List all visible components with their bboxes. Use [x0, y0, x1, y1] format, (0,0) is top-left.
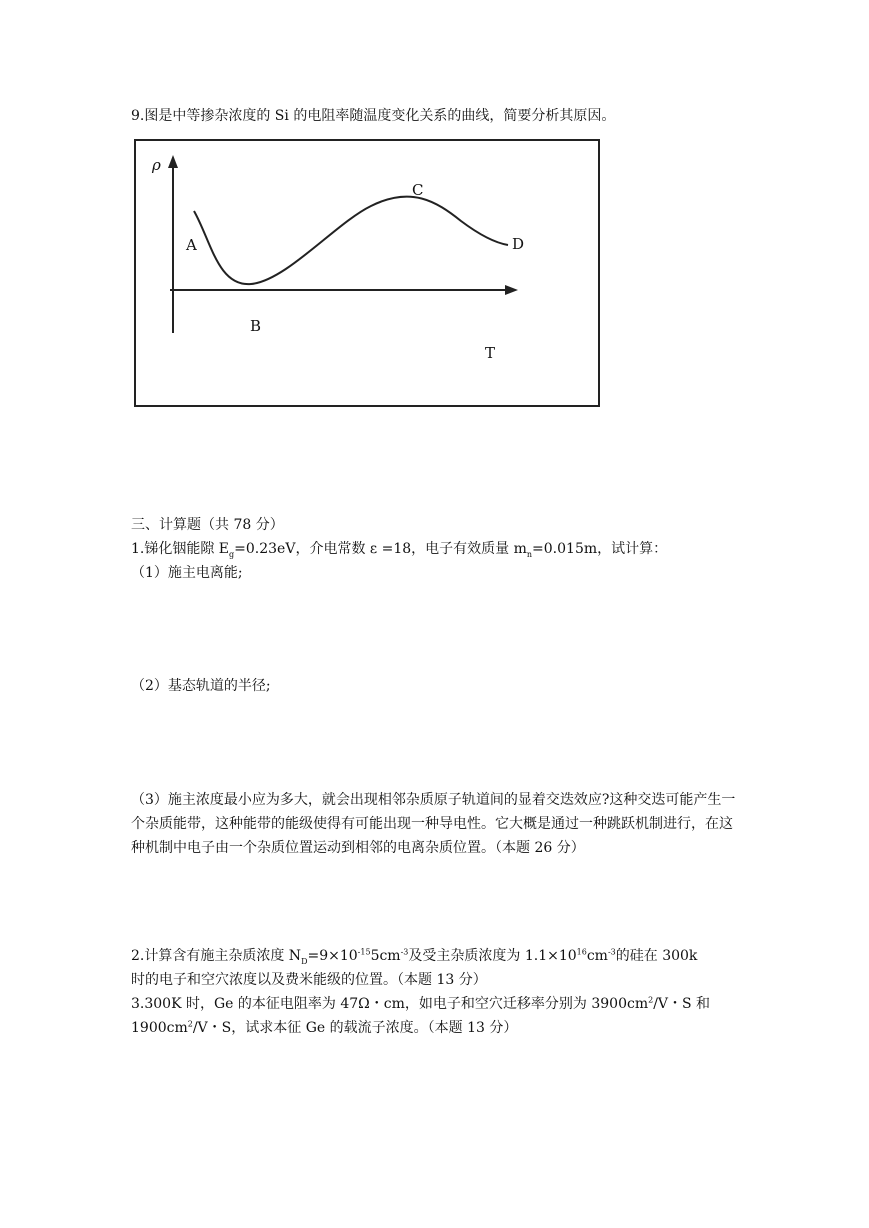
x-axis-label: T	[485, 344, 496, 362]
y-axis-arrow	[168, 155, 178, 168]
point-b-label: B	[250, 317, 262, 335]
question-3-line-1: 3.300K 时，Ge 的本征电阻率为 47Ω・cm，如电子和空穴迁移率分别为 $3900cm^2/V$・S 和	[131, 995, 711, 1012]
question-2-line-1: 2.计算含有施主杂质浓度 $N_D=9\times 10^{-15}5cm^{-3}$及受主杂质浓度为 $1.1\times 10^{16}cm^{-3}$的硅在 300k	[131, 947, 698, 966]
question-1-intro: 1.锑化铟能隙 $E_g=0.23eV$，介电常数 ε =18，电子有效质量 $m_n=0.015m$，试计算：	[131, 541, 668, 559]
question-3-line-2: $1900cm^2/V$・S，试求本征 Ge 的载流子浓度。（本题 13 分）	[131, 1019, 518, 1036]
point-a-label: A	[186, 236, 197, 254]
resistivity-temperature-figure	[134, 139, 600, 407]
resistivity-curve-graph	[136, 141, 598, 405]
x-axis-arrow	[505, 285, 518, 295]
question-1-part-2: （2）基态轨道的半径;	[131, 678, 271, 694]
y-axis-label: ρ	[152, 156, 161, 174]
resistivity-curve	[194, 197, 508, 285]
section-3-heading: 三、计算题（共 78 分）	[131, 517, 284, 533]
question-1-part-3: （3）施主浓度最小应为多大，就会出现相邻杂质原子轨道间的显着交迭效应?这种交迭可能产生一个杂质能带，这种能带的能级使得有可能出现一种导电性。它大概是通过一种跳跃机制进行，在这种机制中电子由一个杂质位置运动到相邻的电离杂质位置。（本题 26 分）	[131, 792, 736, 856]
question-1-part-1: （1）施主电离能;	[131, 565, 243, 581]
question-2-line-2: 时的电子和空穴浓度以及费米能级的位置。（本题 13 分）	[131, 972, 487, 988]
point-d-label: D	[512, 235, 525, 253]
point-c-label: C	[412, 181, 424, 199]
question-9-text: 9.图是中等掺杂浓度的 Si 的电阻率随温度变化关系的曲线，简要分析其原因。	[131, 108, 616, 124]
